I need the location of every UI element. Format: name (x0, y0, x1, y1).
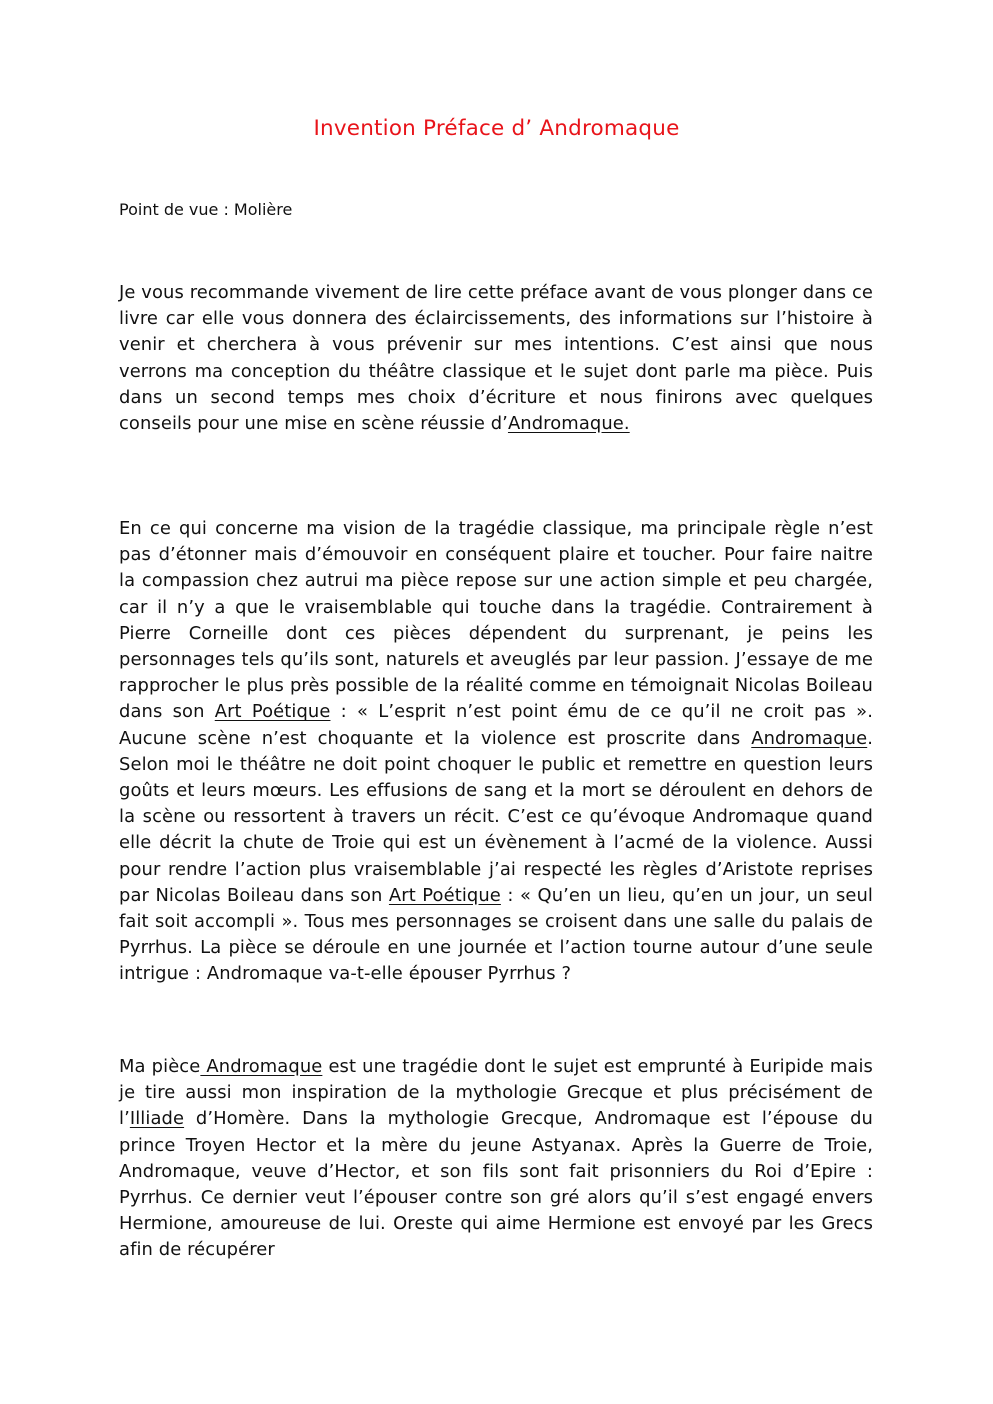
paragraph-text: : « L’esprit n’est point ému de ce qu’il ne croit pas ». Aucune scène n’est choquante et la violence est proscrite dans (119, 701, 873, 749)
work-title-andromaque: Andromaque (751, 727, 868, 749)
work-title-art-poetique: Art Poétique (388, 884, 501, 906)
paragraph-subject-origin (119, 1054, 873, 1264)
work-title-andromaque: Andromaque. (507, 413, 630, 435)
paragraph-tragedy-vision (119, 516, 873, 988)
paragraph-text: En ce qui concerne ma vision de la tragédie classique, ma principale règle n’est pas d’étonner mais d’émouvoir en conséquent plaire et toucher. Pour faire naitre la compassion chez autrui ma pièce repose sur une action simple et peu chargée, car il n’y a que le vraisemblable qui touche dans la tragédie. Contrairement à Pierre Corneille dont ces pièces dépendent du surprenant, je peins les personnages tels qu’ils sont, naturels et aveuglés par leur passion. J’essaye de me rapprocher le plus près possible de la réalité comme en témoignait Nicolas Boileau dans son (119, 518, 873, 723)
point-of-view-line: Point de vue : Molière (119, 200, 293, 219)
paragraph-text: est une tragédie dont le sujet est emprunté à Euripide mais je tire aussi mon inspiration de la mythologie Grecque et plus précisément de l’ (119, 1056, 873, 1130)
paragraph-text: Je vous recommande vivement de lire cette préface avant de vous plonger dans ce livre car elle vous donnera des éclaircissements, des informations sur l’histoire à venir et cherchera à vous prévenir sur mes intentions. C’est ainsi que nous verrons ma conception du théâtre classique et le sujet dont parle ma pièce. Puis dans un second temps mes choix d’écriture et nous finirons avec quelques conseils pour une mise en scène réussie d’ (119, 282, 873, 435)
paragraph-text: d’Homère. Dans la mythologie Grecque, Andromaque est l’épouse du prince Troyen Hector et la mère du jeune Astyanax. Après la Guerre de Troie, Andromaque, veuve d’Hector, et son fils sont fait prisonniers du Roi d’Epire : Pyrrhus. Ce dernier veut l’épouser contre son gré alors qu’il s’est engagé envers Hermione, amoureuse de lui. Oreste qui aime Hermione est envoyé par les Grecs afin de récupérer (119, 1108, 873, 1261)
work-title-art-poetique: Art Poétique (214, 701, 331, 723)
work-title-andromaque: Andromaque (200, 1056, 323, 1077)
paragraph-text: Ma pièce (119, 1056, 201, 1077)
paragraph-introduction (119, 280, 873, 437)
paragraph-text: . Selon moi le théâtre ne doit point choquer le public et remettre en question leurs goûts et leurs mœurs. Les effusions de sang et la mort se déroulent en dehors de la scène ou ressortent à travers un récit. C’est ce qu’évoque Andromaque quand elle décrit la chute de Troie qui est un évènement à l’acmé de la violence. Aussi pour rendre l’action plus vraisemblable j’ai respecté les règles d’Aristote reprises par Nicolas Boileau dans son (119, 727, 873, 906)
paragraph-text: : « Qu’en un lieu, qu’en un jour, un seul fait soit accompli ». Tous mes personnages se croisent dans une salle du palais de Pyrrhus. La pièce se déroule en une journée et l’action tourne autour d’une seule intrigue : Andromaque va-t-elle épouser Pyrrhus ? (119, 884, 873, 985)
work-title-illiade: Illiade (129, 1108, 185, 1130)
document-title: Invention Préface d’ Andromaque (313, 116, 680, 141)
